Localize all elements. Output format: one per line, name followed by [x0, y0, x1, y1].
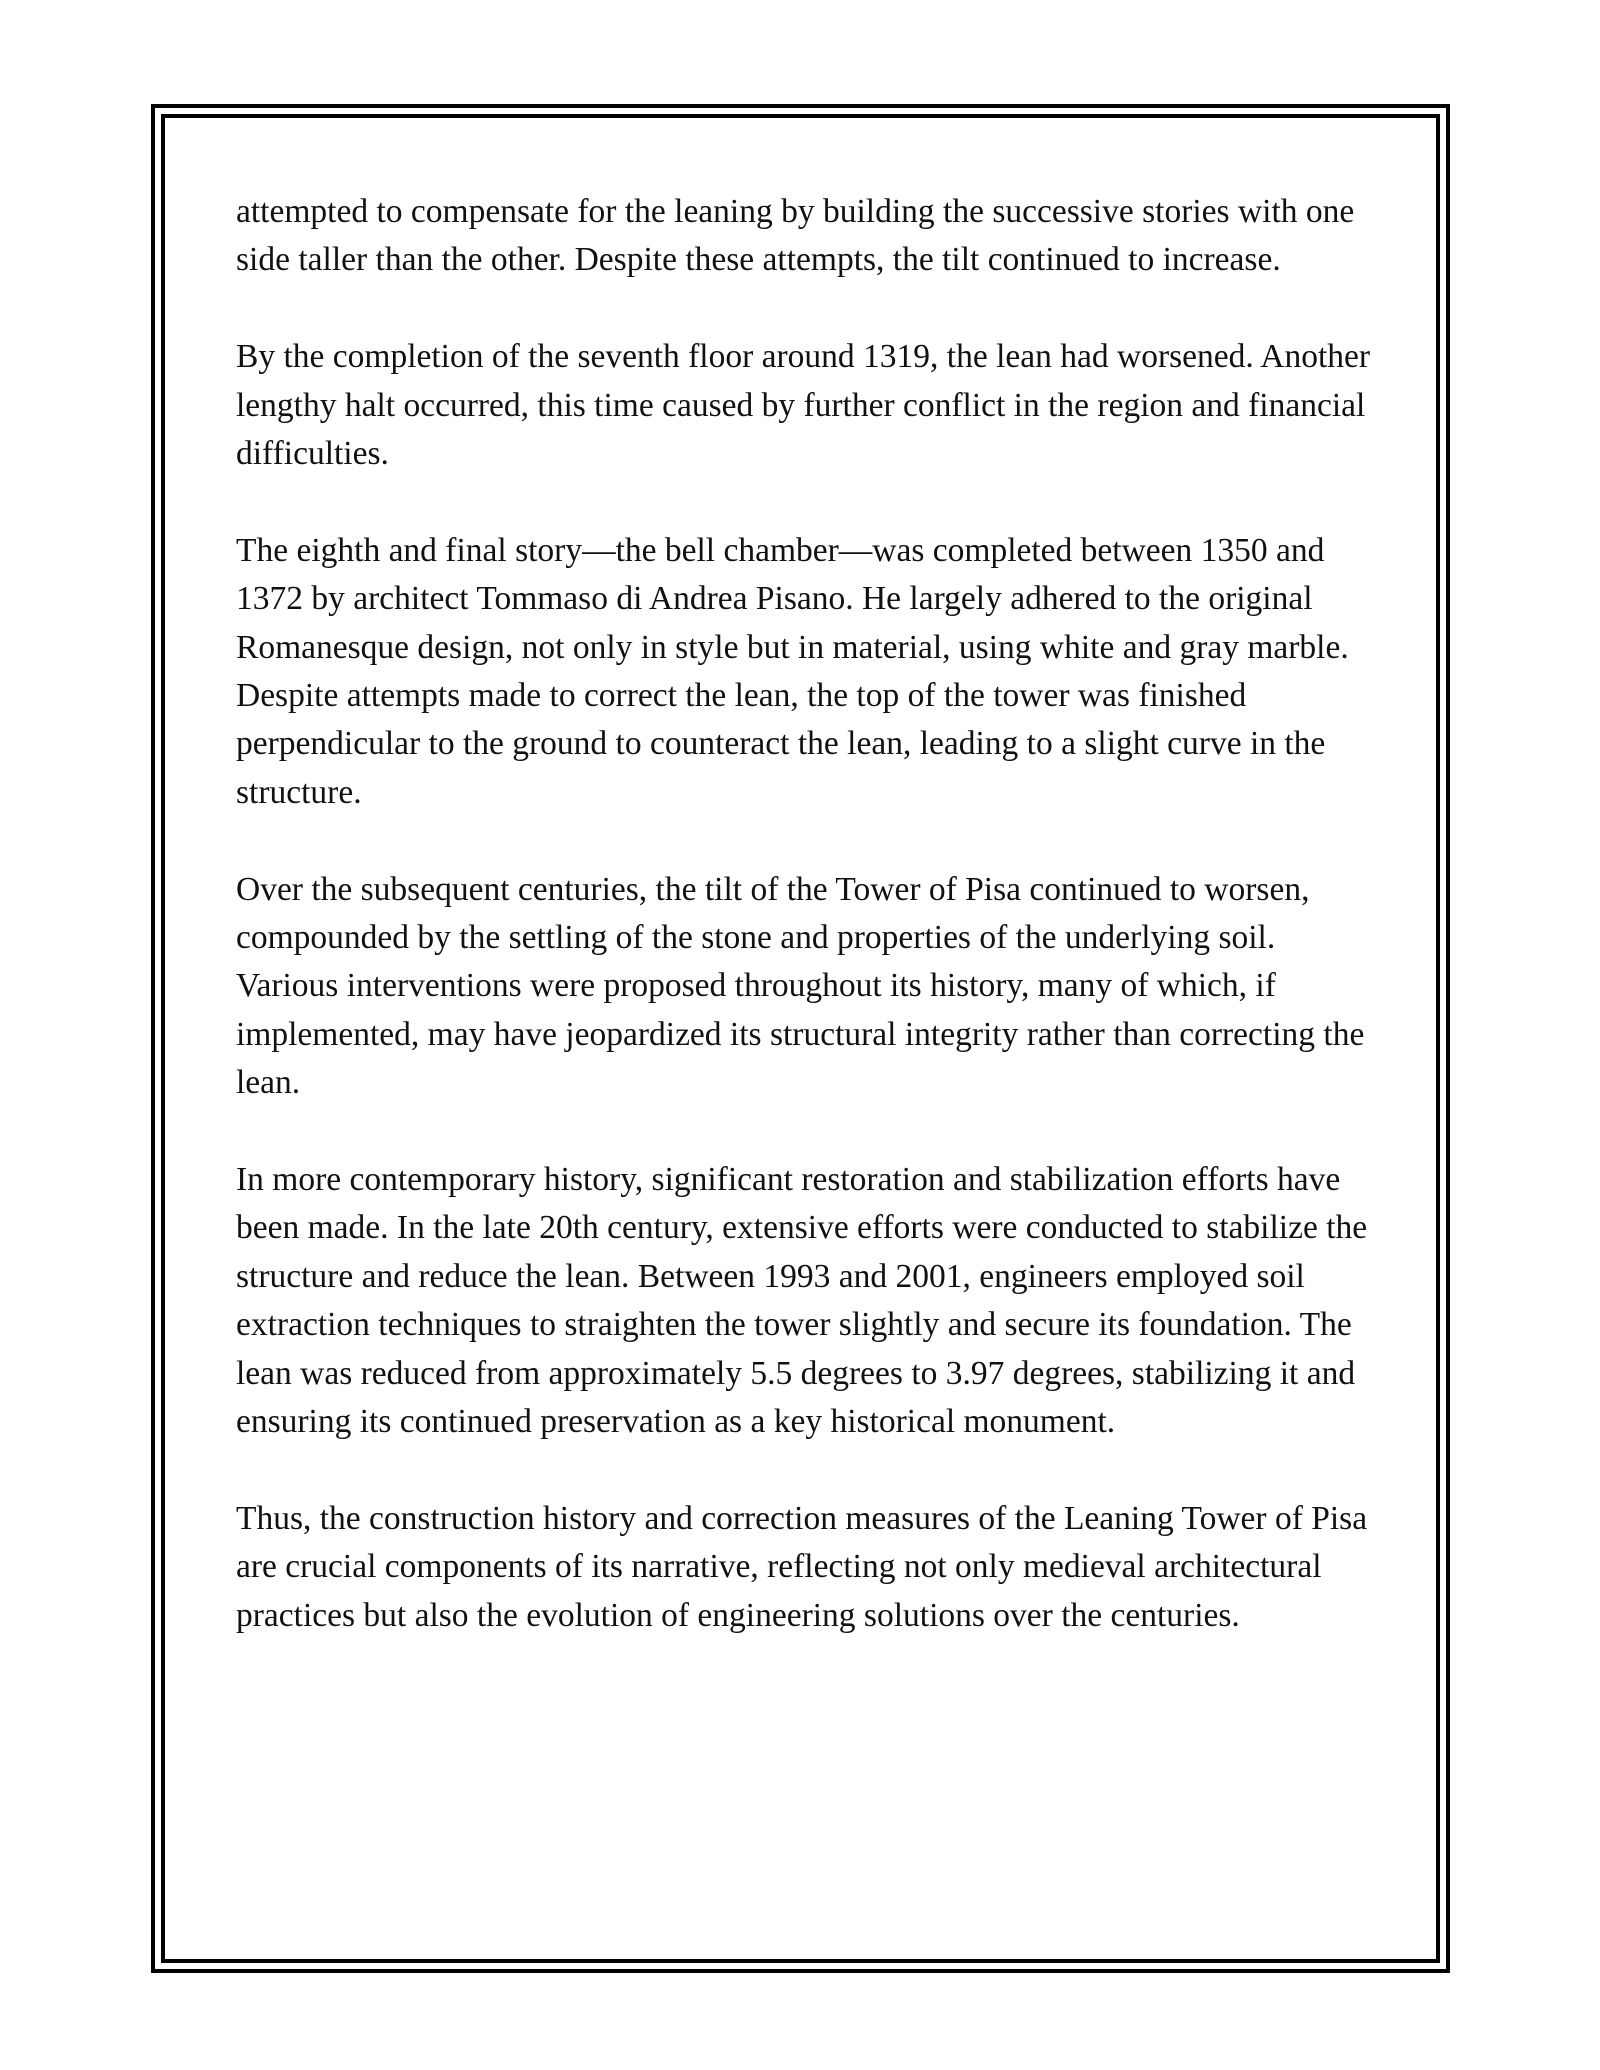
- paragraph: attempted to compensate for the leaning by building the successive stories with one side taller than the other. Despite these attempts, the tilt continued to increase.: [236, 193, 1355, 279]
- paragraph: In more contemporary history, significant restoration and stabilization efforts have been made. In the late 20th century, extensive efforts were conducted to stabilize the structure and reduce the lean. Between 1993 and 2001, engineers employed soil extraction techniques to straighten the tower slightly and secure its foundation. The lean was reduced from approximately 5.5 degrees to 3.97 degrees, stabilizing it and ensuring its continued preservation as a key historical monument.: [236, 1161, 1368, 1441]
- paragraph: The eighth and final story—the bell chamber—was completed between 1350 and 1372 by architect Tommaso di Andrea Pisano. He largely adhered to the original Romanesque design, not only in style but in material, using white and gray marble. Despite attempts made to correct the lean, the top of the tower was finished perpendicular to the ground to counteract the lean, leading to a slight curve in the structure.: [236, 531, 1349, 811]
- paragraph: Over the subsequent centuries, the tilt of the Tower of Pisa continued to worsen, compounded by the settling of the stone and properties of the underlying soil. Various interventions were proposed throughout its history, many of which, if implemented, may have jeopardized its structural integrity rather than correcting the lean.: [236, 870, 1365, 1102]
- paragraph: Thus, the construction history and correction measures of the Leaning Tower of Pisa are crucial components of its narrative, reflecting not only medieval architectural practices but also the evolution of engineering solutions over the centuries.: [236, 1499, 1368, 1634]
- paragraph: By the completion of the seventh floor around 1319, the lean had worsened. Another lengthy halt occurred, this time caused by further conflict in the region and financial difficulties.: [236, 338, 1371, 473]
- document-body: [236, 188, 1376, 1689]
